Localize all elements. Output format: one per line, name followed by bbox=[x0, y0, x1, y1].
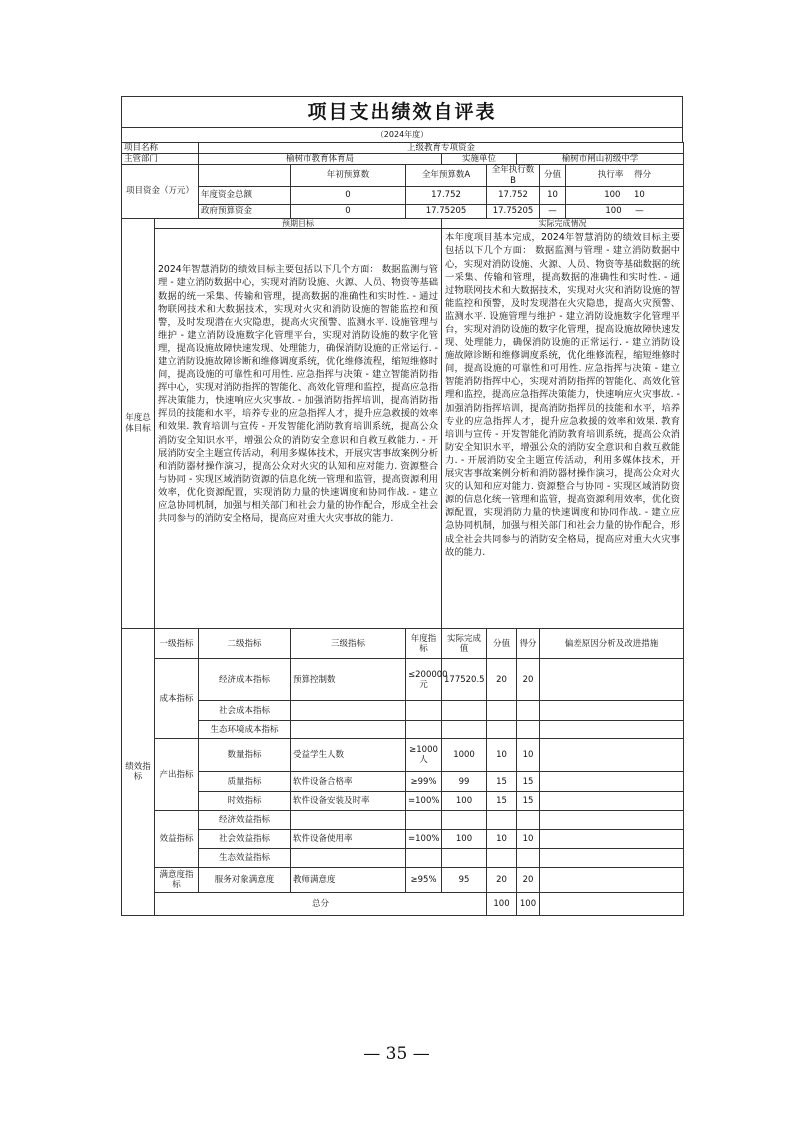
l1-cost: 成本指标 bbox=[155, 659, 199, 739]
remarks bbox=[540, 739, 684, 772]
actual-completion-text: 本年度项目基本完成，2024年智慧消防的绩效目标主要包括以下几个方面： 数据监测与管理 - 建立消防数据中心，实现对消防设施、火源、人员、物资等基础数据的统一采集、传输和管理，提高数据的准确性和实时性. - 通过物联网技术和大数据技术，实现对火灾和消防设施的智能监控和预警，及时发现潜在火灾隐患，提高火灾预警、监测水平. 设施管理与维护 - 建立消防设施数字化管理平台，实现对消防设施的数字化管理，提高设施故障快速发现、处理能力，确保消防设施的正常运行. - 建立消防设施故障诊断和维修调度系统，优化维修流程，缩短维修时间，提高设施的可靠性和可用性. 应急指挥与决策 - 建立智能消防指挥中心，实现对消防指挥的智能化、高效化管理和监控，提高应急指挥决策能力，快速响应火灾事故. - 加强消防指挥培训，提高消防指挥员的技能和水平，培养专业的应急指挥人才，提升应急救援的效率和效果. 教育培训与宣传 - 开发智能化消防教育培训系统，提高公众消防安全知识水平，增强公众的消防安全意识和自救互救能力. - 开展消防安全主题宣传活动，利用多媒体技术，开展灾害事故案例分析和消防器材操作演习，提高公众对火灾的认知和应对能力. 资源整合与协同 - 实现区域消防资源的信息化统一管理和监管，提高资源利用效率，优化资源配置，实现消防力量的快速调度和协同作战. - 建立应急协同机制，加强与相关部门和社会力量的协作配合，形成全社会共同参与的消防安全格局，提高应对重大火灾事故的能力. bbox=[442, 229, 684, 629]
funds-header-rate: 执行率 bbox=[597, 170, 624, 181]
perf-header-score: 得分 bbox=[517, 629, 540, 659]
funds-row-executed: 17.75205 bbox=[487, 204, 540, 218]
l2-timeliness: 时效指标 bbox=[199, 792, 291, 811]
score-value: 20 bbox=[487, 868, 517, 893]
total-score: 100 bbox=[517, 893, 540, 916]
score: 15 bbox=[517, 772, 540, 792]
actual-header: 实际完成情况 bbox=[442, 218, 684, 229]
impl-label: 实施单位 bbox=[442, 154, 517, 165]
funds-label: 项目资金（万元） bbox=[122, 165, 199, 218]
l3-teacher-satisfaction: 教师满意度 bbox=[291, 868, 406, 893]
funds-row-score-value: — bbox=[540, 204, 566, 218]
target-value: ≤200000元 bbox=[406, 659, 442, 701]
remarks bbox=[540, 868, 684, 893]
remarks bbox=[540, 830, 684, 849]
remarks bbox=[540, 659, 684, 701]
l3-budget-control: 预算控制数 bbox=[291, 659, 406, 701]
funds-row-score: 10 bbox=[633, 190, 645, 201]
evaluation-table bbox=[121, 142, 684, 916]
perf-header-target: 年度指标 bbox=[406, 629, 442, 659]
funds-row-rate-score bbox=[566, 204, 684, 218]
perf-header-l3: 三级指标 bbox=[291, 629, 406, 659]
l2-social-cost: 社会成本指标 bbox=[199, 701, 291, 721]
perf-label: 绩效指标 bbox=[122, 629, 155, 916]
actual-value: 95 bbox=[442, 868, 487, 893]
funds-header-executed: 全年执行数B bbox=[487, 165, 540, 186]
actual-value: 100 bbox=[442, 792, 487, 811]
expected-goal-text: 2024年智慧消防的绩效目标主要包括以下几个方面： 数据监测与管理 - 建立消防数据中心，实现对消防设施、火源、人员、物资等基础数据的统一采集、传输和管理，提高数据的准确性和实时性. - 通过物联网技术和大数据技术，实现对火灾和消防设施的智能监控和预警，及时发现潜在火灾隐患，提高火灾预警、监测水平. 设施管理与维护 - 建立消防设施数字化管理平台，实现对消防设施的数字化管理，提高设施故障快速发现、处理能力，确保消防设施的正常运行. - 建立消防设施故障诊断和维修调度系统，优化维修流程，缩短维修时间，提高设施的可靠性和可用性. 应急指挥与决策 - 建立智能消防指挥中心，实现对消防指挥的智能化、高效化管理和监控，提高应急指挥决策能力，快速响应火灾事故. - 加强消防指挥培训，提高消防指挥员的技能和水平，培养专业的应急指挥人才，提升应急救援的效率和效果. 教育培训与宣传 - 开发智能化消防教育培训系统，提高公众消防安全知识水平，增强公众的消防安全意识和自救互救能力. - 开展消防安全主题宣传活动，利用多媒体技术，开展灾害事故案例分析和消防器材操作演习，提高公众对火灾的认知和应对能力. 资源整合与协同 - 实现区域消防资源的信息化统一管理和监管，提高资源利用效率，优化资源配置，实现消防力量的快速调度和协同作战. - 建立应急协同机制，加强与相关部门和社会力量的协作配合，形成全社会共同参与的消防安全格局，提高应对重大火灾事故的能力. bbox=[155, 229, 442, 629]
perf-header-actual: 实际完成值 bbox=[442, 629, 487, 659]
target-value: ≥95% bbox=[406, 868, 442, 893]
funds-header-score-value: 分值 bbox=[540, 165, 566, 186]
l1-satisfaction: 满意度指标 bbox=[155, 868, 199, 893]
funds-row-rate-score bbox=[566, 186, 684, 204]
funds-row-label: 年度资金总额 bbox=[199, 186, 291, 204]
project-name: 上级教育专项资金 bbox=[199, 143, 684, 154]
score-value: 20 bbox=[487, 659, 517, 701]
score: 15 bbox=[517, 792, 540, 811]
l3-students: 受益学生人数 bbox=[291, 739, 406, 772]
report-year: （2024年度） bbox=[121, 127, 683, 142]
score: 20 bbox=[517, 659, 540, 701]
score-value: 15 bbox=[487, 772, 517, 792]
l1-output: 产出指标 bbox=[155, 739, 199, 811]
self-evaluation-sheet bbox=[121, 96, 683, 916]
l2-econ-benefit: 经济效益指标 bbox=[199, 811, 291, 830]
l2-econ-cost: 经济成本指标 bbox=[199, 659, 291, 701]
l2-service-satisfaction: 服务对象满意度 bbox=[199, 868, 291, 893]
dept-name: 榆树市教育体育局 bbox=[199, 154, 442, 165]
score-value: 15 bbox=[487, 792, 517, 811]
funds-row-initial: 0 bbox=[291, 204, 406, 218]
funds-header-initial: 年初预算数 bbox=[291, 165, 406, 186]
funds-row-executed: 17.752 bbox=[487, 186, 540, 204]
l3-usage-rate: 软件设备使用率 bbox=[291, 830, 406, 849]
funds-row-annual: 17.75205 bbox=[406, 204, 487, 218]
target-value: ≥99% bbox=[406, 772, 442, 792]
funds-header-score: 得分 bbox=[634, 170, 652, 181]
actual-value: 1000 bbox=[442, 739, 487, 772]
funds-row-rate: 100 bbox=[604, 190, 621, 201]
score: 20 bbox=[517, 868, 540, 893]
actual-value: 99 bbox=[442, 772, 487, 792]
l2-quality: 质量指标 bbox=[199, 772, 291, 792]
perf-header-remarks: 偏差原因分析及改进措施 bbox=[540, 629, 684, 659]
funds-row-score-value: 10 bbox=[540, 186, 566, 204]
score: 10 bbox=[517, 830, 540, 849]
remarks bbox=[540, 772, 684, 792]
score-value: 10 bbox=[487, 739, 517, 772]
total-label: 总分 bbox=[155, 893, 487, 916]
l3-install-rate: 软件设备安装及时率 bbox=[291, 792, 406, 811]
perf-header-l2: 二级指标 bbox=[199, 629, 291, 659]
remarks bbox=[540, 792, 684, 811]
funds-header-rate-score bbox=[566, 165, 684, 186]
total-value: 100 bbox=[487, 893, 517, 916]
perf-header-value: 分值 bbox=[487, 629, 517, 659]
target-value: =100% bbox=[406, 830, 442, 849]
funds-row-initial: 0 bbox=[291, 186, 406, 204]
funds-header-annual: 全年预算数A bbox=[406, 165, 487, 186]
funds-row-score: — bbox=[635, 206, 644, 217]
impl-name: 榆树市闸山初级中学 bbox=[517, 154, 684, 165]
funds-row-rate: 100 bbox=[605, 206, 622, 217]
l2-eco-benefit: 生态效益指标 bbox=[199, 849, 291, 868]
l2-quantity: 数量指标 bbox=[199, 739, 291, 772]
target-value: =100% bbox=[406, 792, 442, 811]
score-value: 10 bbox=[487, 830, 517, 849]
actual-value: 177520.5 bbox=[442, 659, 487, 701]
funds-row-label: 政府预算资金 bbox=[199, 204, 291, 218]
target-value: ≥1000人 bbox=[406, 739, 442, 772]
goal-label: 年度总体目标 bbox=[122, 218, 155, 629]
actual-value: 100 bbox=[442, 830, 487, 849]
expected-header: 预期目标 bbox=[155, 218, 442, 229]
page-number: — 35 — bbox=[363, 1044, 430, 1064]
score: 10 bbox=[517, 739, 540, 772]
l3-pass-rate: 软件设备合格率 bbox=[291, 772, 406, 792]
funds-row-annual: 17.752 bbox=[406, 186, 487, 204]
dept-label: 主管部门 bbox=[122, 154, 199, 165]
l1-benefit: 效益指标 bbox=[155, 811, 199, 868]
page-title: 项目支出绩效自评表 bbox=[121, 96, 683, 127]
perf-header-l1: 一级指标 bbox=[155, 629, 199, 659]
l2-social-benefit: 社会效益指标 bbox=[199, 830, 291, 849]
project-name-label: 项目名称 bbox=[122, 143, 199, 154]
l2-eco-cost: 生态环境成本指标 bbox=[199, 721, 291, 739]
